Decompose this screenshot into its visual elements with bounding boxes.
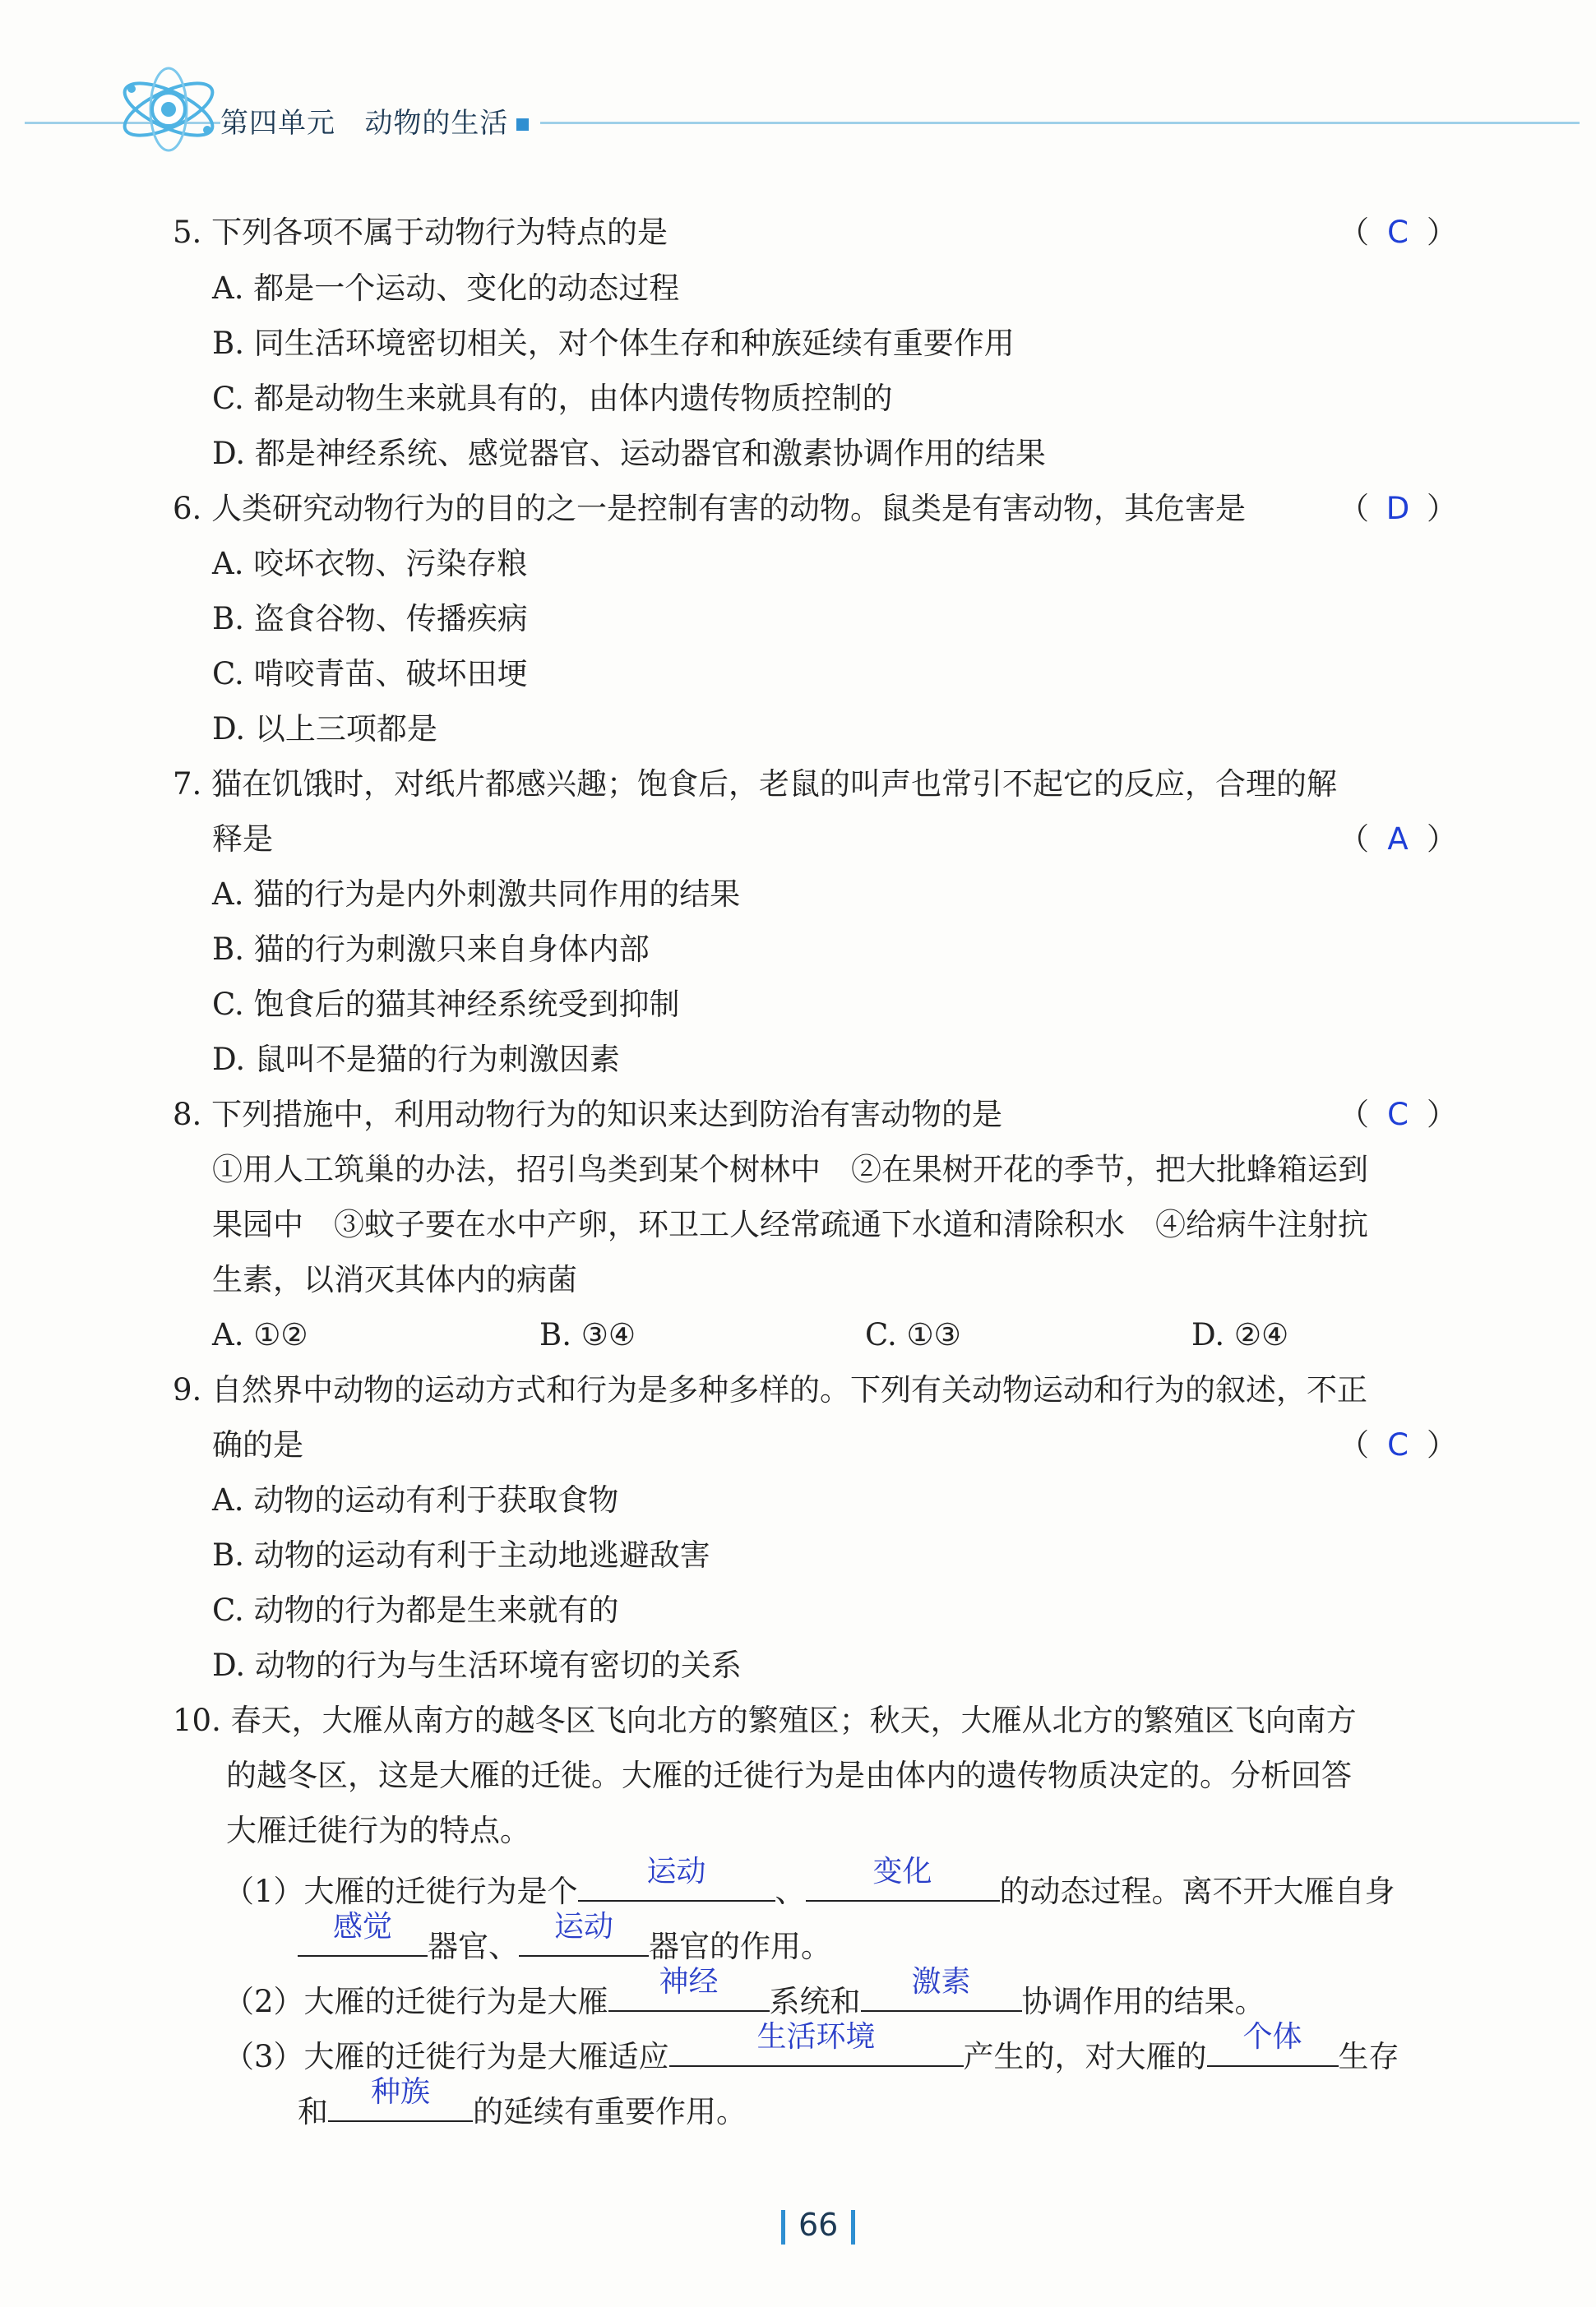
q9-option-b: B. 动物的运动有利于主动地逃避敌害 [212,1537,710,1573]
q5-stem: 5. 下列各项不属于动物行为特点的是 [173,215,668,250]
q8-option-d: D. ②④ [1191,1317,1289,1352]
unit-title: 动物的生活 [364,107,509,140]
q5-option-d: D. 都是神经系统、感觉器官、运动器官和激素协调作用的结果 [212,436,1046,471]
q10-blank-8[interactable]: 个体 [1207,2036,1339,2067]
q6-answer: D [1386,491,1410,526]
q8-body-line2: 果园中 ③蚊子要在水中产卵，环卫工人经常疏通下水道和清除积水 ④给病牛注射抗 [212,1207,1368,1242]
q10-part1-line2: 感觉 器官、 运动 器官的作用。 [298,1926,831,1962]
q10-part3-line1: （3）大雁的迁徙行为是大雁适应 生活环境 产生的，对大雁的 个体 生存 [224,2020,1399,2074]
q7-answer: A [1387,821,1409,857]
q7-stem-line2: 释是 [212,821,273,857]
q10-part3-line2: 和 种族 的延续有重要作用。 [298,2075,747,2129]
q6-answer-box: （ D ） [1339,491,1457,526]
q8-option-a: A. ①② [212,1317,308,1352]
q8-stem: 8. 下列措施中，利用动物行为的知识来达到防治有害动物的是 [173,1097,1003,1132]
q7-option-c: C. 饱食后的猫其神经系统受到抑制 [212,987,680,1022]
q9-option-c: C. 动物的行为都是生来就有的 [212,1593,619,1628]
q10-blank-9[interactable]: 种族 [328,2091,473,2122]
q9-stem-line1: 9. 自然界中动物的运动方式和行为是多种多样的。下列有关动物运动和行为的叙述，不正 [173,1372,1368,1408]
q7-option-b: B. 猫的行为刺激只来自身体内部 [212,932,650,967]
q10-blank-5[interactable]: 神经 [608,1981,770,2012]
q6-option-d: D. 以上三项都是 [212,711,437,747]
q9-option-a: A. 动物的运动有利于获取食物 [212,1482,619,1518]
unit-label: 第四单元 [220,107,335,140]
q7-stem-line1: 7. 猫在饥饿时，对纸片都感兴趣；饱食后，老鼠的叫声也常引不起它的反应，合理的解 [173,766,1338,802]
q8-answer: C [1387,1097,1409,1132]
q9-answer: C [1387,1427,1409,1463]
q7-option-a: A. 猫的行为是内外刺激共同作用的结果 [212,876,741,912]
page-number: 66 [768,2207,868,2245]
q9-answer-box: （ C ） [1339,1427,1457,1463]
unit-header [220,100,540,141]
q10-blank-7[interactable]: 生活环境 [669,2036,964,2067]
q10-stem-line3: 大雁迁徙行为的特点。 [226,1813,530,1848]
q9-stem-line2: 确的是 [212,1427,303,1463]
q10-stem-line2: 的越冬区，这是大雁的迁徙。大雁的迁徙行为是由体内的遗传物质决定的。分析回答 [226,1758,1352,1793]
q5-option-a: A. 都是一个运动、变化的动态过程 [212,270,680,306]
q10-part1-line1: （1）大雁的迁徙行为是个 运动 、 变化 的动态过程。离不开大雁自身 [224,1855,1395,1909]
q8-body-line1: ①用人工筑巢的办法，招引鸟类到某个树林中 ②在果树开花的季节，把大批蜂箱运到 [212,1152,1368,1187]
q8-option-c: C. ①③ [865,1317,961,1352]
q5-answer-box: （ C ） [1339,215,1457,250]
q10-blank-2[interactable]: 变化 [806,1870,1000,1902]
q7-option-d: D. 鼠叫不是猫的行为刺激因素 [212,1042,620,1077]
q6-option-b: B. 盗食谷物、传播疾病 [212,601,528,636]
q5-option-c: C. 都是动物生来就具有的，由体内遗传物质控制的 [212,381,893,416]
q5-option-b: B. 同生活环境密切相关，对个体生存和种族延续有重要作用 [212,326,1015,361]
q10-blank-4[interactable]: 运动 [519,1926,649,1957]
q6-stem: 6. 人类研究动物行为的目的之一是控制有害的动物。鼠类是有害动物，其危害是 [173,491,1247,526]
q10-part2: （2）大雁的迁徙行为是大雁 神经 系统和 激素 协调作用的结果。 [224,1965,1265,2019]
q10-blank-6[interactable]: 激素 [861,1981,1022,2012]
q7-answer-box: （ A ） [1339,821,1457,857]
q8-body-line3: 生素，以消灭其体内的病菌 [212,1262,577,1297]
q10-blank-3[interactable]: 感觉 [298,1926,428,1957]
q10-blank-1[interactable]: 运动 [578,1870,775,1902]
q6-option-c: C. 啃咬青苗、破坏田埂 [212,656,528,691]
page-bar-left-icon [781,2210,785,2245]
q5-answer: C [1387,215,1409,250]
page-bar-right-icon [851,2210,855,2245]
q6-option-a: A. 咬坏衣物、污染存粮 [212,546,528,581]
square-bullet-icon [516,118,529,131]
q8-answer-box: （ C ） [1339,1097,1457,1132]
atom-logo-icon [115,64,222,155]
q8-option-b: B. ③④ [539,1317,636,1352]
q10-stem-line1: 10. 春天，大雁从南方的越冬区飞向北方的繁殖区；秋天，大雁从北方的繁殖区飞向南方 [173,1703,1357,1738]
q9-option-d: D. 动物的行为与生活环境有密切的关系 [212,1648,742,1683]
